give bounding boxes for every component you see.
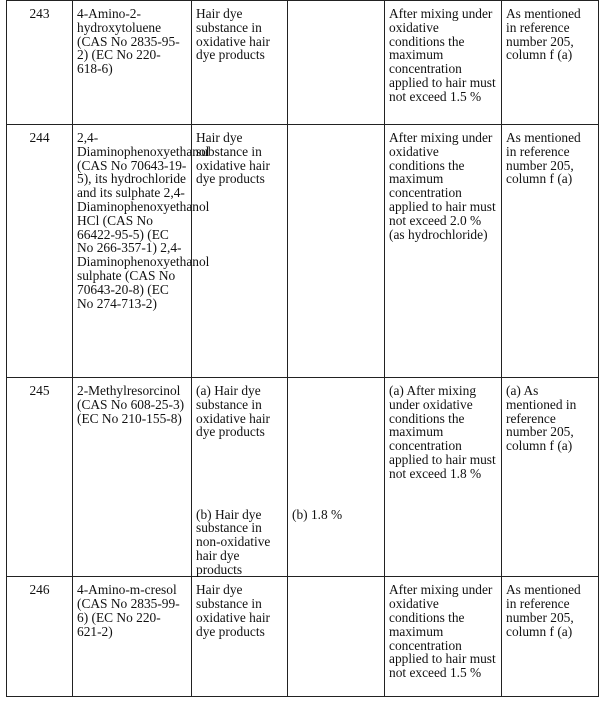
- other-restrictions-cell: After mixing under oxidative conditions the maximum concentration applied to hair must not exceed 2.0 % (as hydrochloride): [385, 125, 502, 378]
- other-restrictions-cell-b: [385, 502, 502, 577]
- max-concentration-cell: [288, 125, 385, 378]
- other-restrictions-cell: After mixing under oxidative conditions the maximum concentration applied to hair must not exceed 1.5 %: [385, 577, 502, 697]
- reference-number: 246: [7, 577, 73, 697]
- reference-number: 245: [7, 378, 73, 577]
- warning-wording-cell: As mentioned in reference number 205, column f (a): [502, 1, 599, 125]
- annex-table: [6, 0, 599, 697]
- table-row: [7, 577, 599, 697]
- warning-wording-cell: As mentioned in reference number 205, column f (a): [502, 125, 599, 378]
- max-concentration-cell-b: (b) 1.8 %: [288, 502, 385, 577]
- max-concentration-cell: [288, 1, 385, 125]
- max-concentration-cell-a: [288, 378, 385, 502]
- warning-wording-cell: As mentioned in reference number 205, column f (a): [502, 577, 599, 697]
- substance-cell: 2-Methylresorcinol (CAS No 608-25-3) (EC No 210-155-8): [73, 378, 192, 577]
- table-row: [7, 1, 599, 125]
- other-restrictions-cell-a: (a) After mixing under oxidative conditions the maximum concentration applied to hair must not exceed 1.8 %: [385, 378, 502, 502]
- product-type-cell-b: (b) Hair dye substance in non-oxidative hair dye products: [192, 502, 288, 577]
- product-type-cell: Hair dye substance in oxidative hair dye products: [192, 125, 288, 378]
- product-type-cell: Hair dye substance in oxidative hair dye products: [192, 1, 288, 125]
- reference-number: 244: [7, 125, 73, 378]
- substance-cell: 4-Amino-2-hydroxytoluene (CAS No 2835-95- 2) (EC No 220- 618-6): [73, 1, 192, 125]
- reference-number: 243: [7, 1, 73, 125]
- other-restrictions-cell: After mixing under oxidative conditions the maximum concentration applied to hair must not exceed 1.5 %: [385, 1, 502, 125]
- table-row: [7, 125, 599, 378]
- product-type-cell-a: (a) Hair dye substance in oxidative hair dye products: [192, 378, 288, 502]
- substance-cell: 4-Amino-m-cresol (CAS No 2835-99- 6) (EC No 220- 621-2): [73, 577, 192, 697]
- max-concentration-cell: [288, 577, 385, 697]
- product-type-cell: Hair dye substance in oxidative hair dye products: [192, 577, 288, 697]
- table-row: [7, 378, 599, 502]
- warning-wording-cell-b: [502, 502, 599, 577]
- substance-cell: 2,4-Diaminophenoxyethanol (CAS No 70643-19-5), its hydrochloride and its sulphate 2,4-Diaminophenoxyethanol HCl (CAS No 66422-95-5) (EC No 266-357-1) 2,4-Diaminophenoxyethanol sulphate (CAS No 70643-20-8) (EC No 274-713-2): [73, 125, 192, 378]
- warning-wording-cell-a: (a) As mentioned in reference number 205, column f (a): [502, 378, 599, 502]
